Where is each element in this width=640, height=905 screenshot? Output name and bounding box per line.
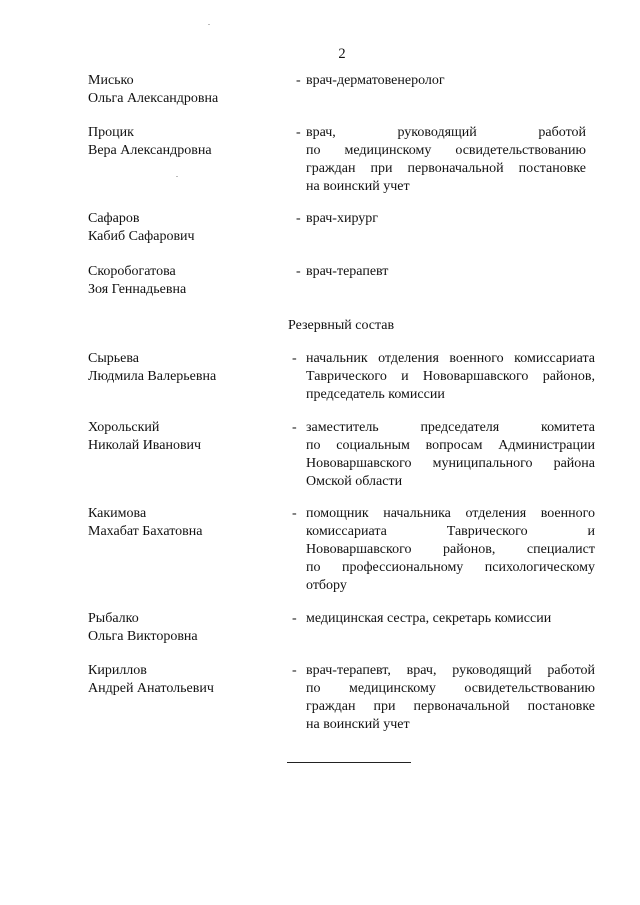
member-given-names: Андрей Анатольевич [88,681,214,696]
member-surname: Какимова [88,506,147,521]
scan-speck [176,176,178,177]
role-line: заместитель председателя комитета [306,420,595,435]
reserve-section-title: Резервный состав [288,318,395,333]
member-name [88,210,278,246]
entry-dash: - [296,264,301,279]
member-given-names: Ольга Александровна [88,91,219,106]
role-line: граждан при первоначальной постановке [306,699,595,714]
entry-dash: - [296,125,301,140]
role-line: граждан при первоначальной постановке [306,161,586,176]
member-role [306,610,595,628]
role-line: начальник отделения военного комиссариата [306,351,595,366]
member-surname: Рыбалко [88,611,139,626]
member-name [88,263,278,299]
role-line: комиссариата Таврического и [306,524,595,539]
role-line: врач, руководящий работой [306,125,586,140]
role-line: по медицинскому освидетельствованию [306,681,595,696]
role-line: врач-хирург [306,211,379,226]
member-name [88,350,278,386]
role-line: врач-дерматовенеролог [306,73,445,88]
entry-dash: - [296,211,301,226]
member-given-names: Ольга Викторовна [88,629,198,644]
member-given-names: Николай Иванович [88,438,202,453]
role-line: Таврического и Нововаршавского районов, [306,369,595,384]
role-line: помощник начальника отделения военного [306,506,595,521]
member-surname: Кириллов [88,663,147,678]
role-line: председатель комиссии [306,387,445,402]
role-line: по медицинскому освидетельствованию [306,143,586,158]
member-surname: Мисько [88,73,134,88]
member-role [306,350,595,404]
member-name [88,124,278,160]
role-line: Омской области [306,474,403,489]
entry-dash: - [292,611,297,626]
entry-dash: - [292,420,297,435]
member-surname: Хорольский [88,420,160,435]
role-line: отбору [306,578,347,593]
member-name [88,505,278,541]
role-line: по социальным вопросам Администрации [306,438,595,453]
member-surname: Сырьева [88,351,139,366]
scan-speck [208,24,210,25]
role-line: по профессиональному психологическому [306,560,595,575]
member-surname: Процик [88,125,134,140]
entry-dash: - [292,663,297,678]
member-given-names: Людмила Валерьевна [88,369,217,384]
role-line: на воинский учет [306,179,410,194]
role-line: врач-терапевт [306,264,389,279]
entry-dash: - [296,73,301,88]
closing-rule [287,762,411,763]
member-given-names: Махабат Бахатовна [88,524,203,539]
role-line: медицинская сестра, секретарь комиссии [306,611,552,626]
entry-dash: - [292,506,297,521]
role-line: Нововаршавского районов, специалист [306,542,595,557]
member-role [306,263,586,281]
member-role [306,72,586,90]
member-given-names: Зоя Геннадьевна [88,282,187,297]
member-role [306,124,586,196]
role-line: Нововаршавского муниципального района [306,456,595,471]
member-given-names: Вера Александровна [88,143,212,158]
member-surname: Сафаров [88,211,140,226]
member-name [88,662,278,698]
member-name [88,72,278,108]
role-line: врач-терапевт, врач, руководящий работой [306,663,595,678]
member-given-names: Кабиб Сафарович [88,229,195,244]
member-surname: Скоробогатова [88,264,176,279]
member-role [306,210,586,228]
member-role [306,662,595,734]
page-number: 2 [338,46,346,62]
role-line: на воинский учет [306,717,410,732]
entry-dash: - [292,351,297,366]
member-role [306,505,595,595]
member-name [88,610,278,646]
member-role [306,419,595,491]
member-name [88,419,278,455]
